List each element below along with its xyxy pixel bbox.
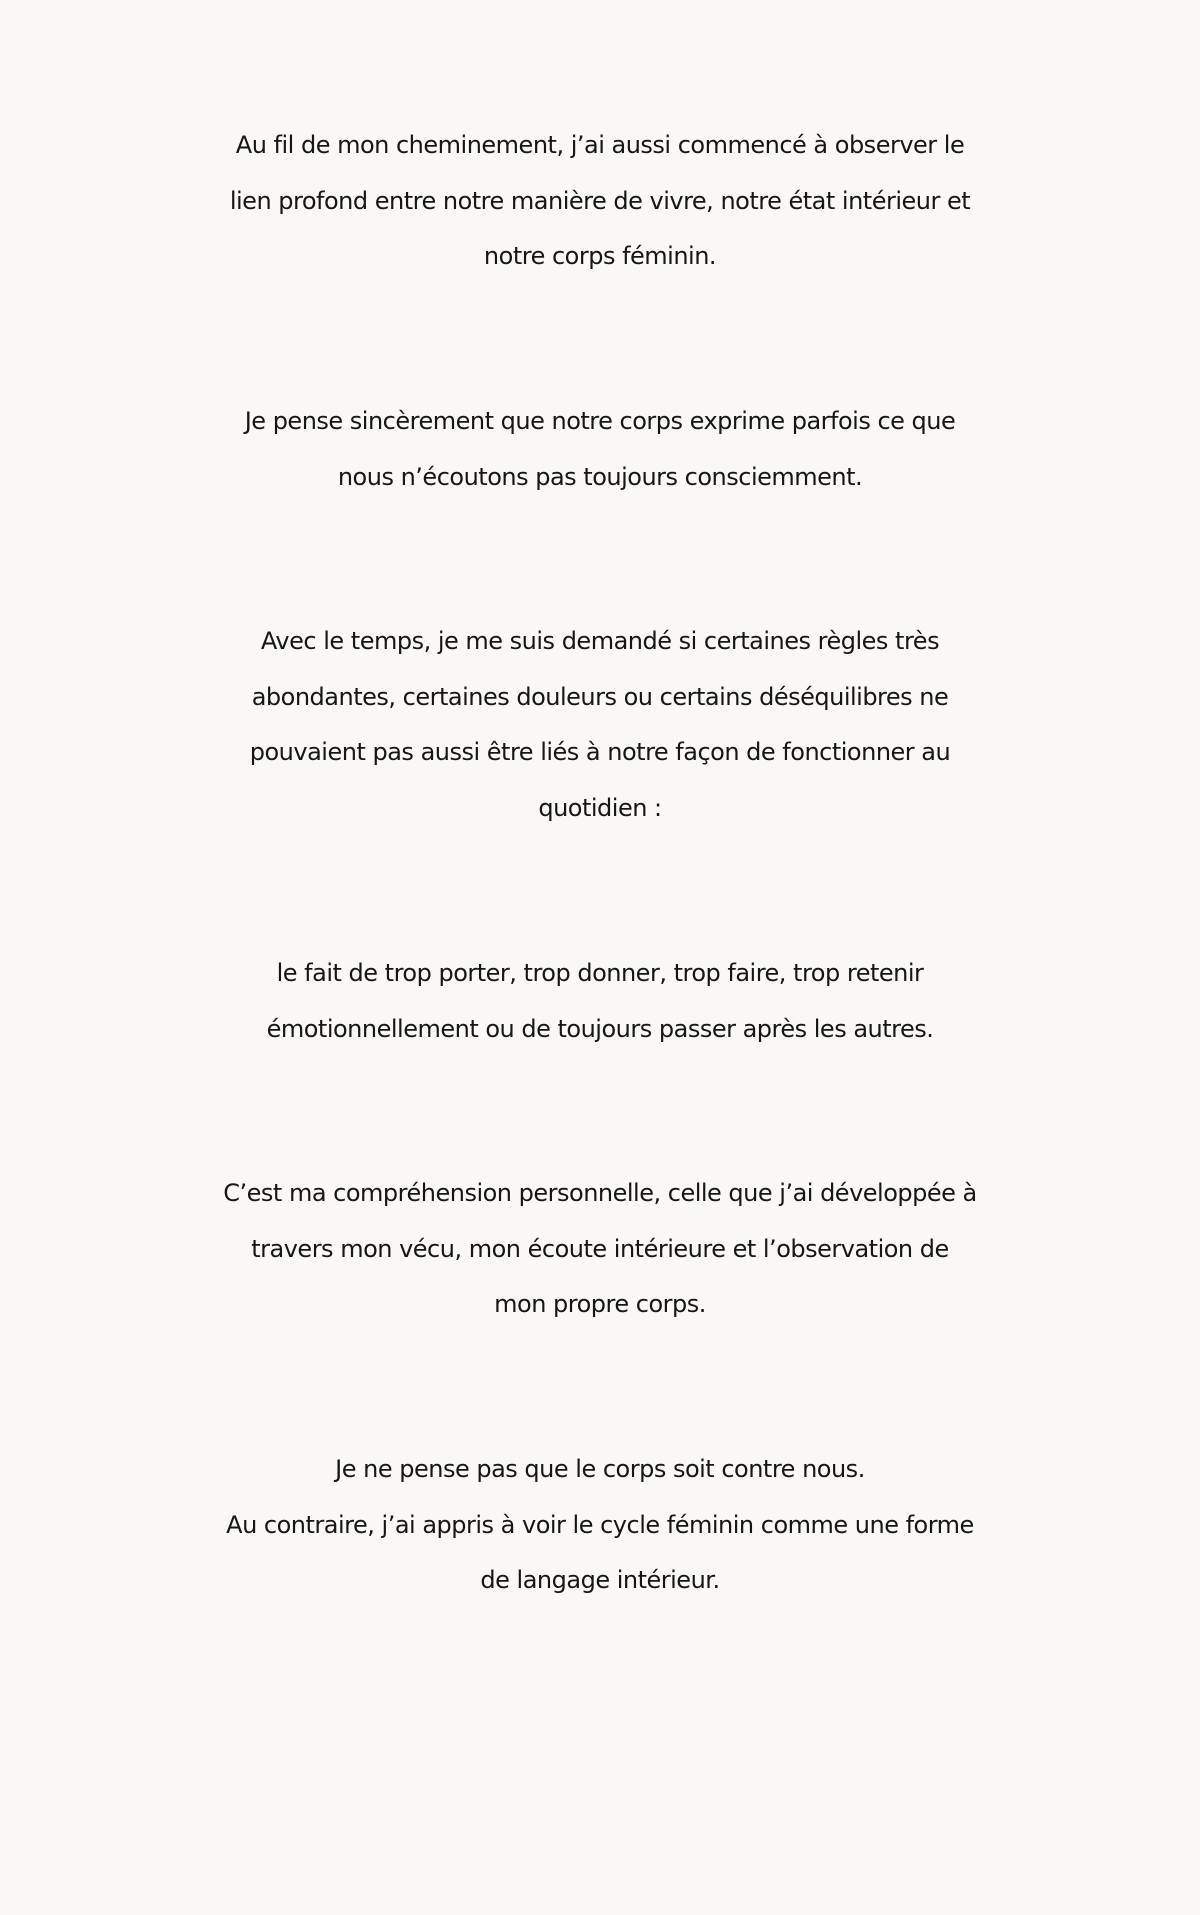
paragraph-corps-exprime [0,394,1200,505]
text-line: Au contraire, j’ai appris à voir le cycle féminin comme une forme [226,1510,974,1539]
text-line: Je ne pense pas que le corps soit contre nous. [335,1455,865,1483]
text-line: mon propre corps. [494,1290,706,1318]
text-line: Au fil de mon cheminement, j’ai aussi commencé à observer le [235,131,965,159]
text-line: émotionnellement ou de toujours passer après les autres. [266,1014,934,1043]
text-line: lien profond entre notre manière de vivre, notre état intérieur et [229,186,971,215]
text-line: nous n’écoutons pas toujours consciemment. [337,462,863,491]
text-line: Je pense sincèrement que notre corps exprime parfois ce que [244,407,956,435]
paragraph-avec-le-temps [0,614,1200,836]
paragraph-comprehension [0,1166,1200,1333]
paragraph-langage-interieur [0,1442,1200,1609]
text-line: abondantes, certaines douleurs ou certains déséquilibres ne [251,682,949,711]
text-line: notre corps féminin. [483,242,717,270]
text-line: C’est ma compréhension personnelle, celle que j’ai développée à [223,1179,977,1207]
text-line: travers mon vécu, mon écoute intérieure et l’observation de [251,1234,949,1263]
text-line: le fait de trop porter, trop donner, trop faire, trop retenir [276,959,924,987]
text-line: Avec le temps, je me suis demandé si certaines règles très [260,627,940,655]
text-line: quotidien : [538,793,662,822]
text-line: pouvaient pas aussi être liés à notre façon de fonctionner au [249,738,951,766]
text-line: de langage intérieur. [480,1566,720,1594]
paragraph-cheminement [0,118,1200,285]
paragraph-trop-porter [0,946,1200,1057]
